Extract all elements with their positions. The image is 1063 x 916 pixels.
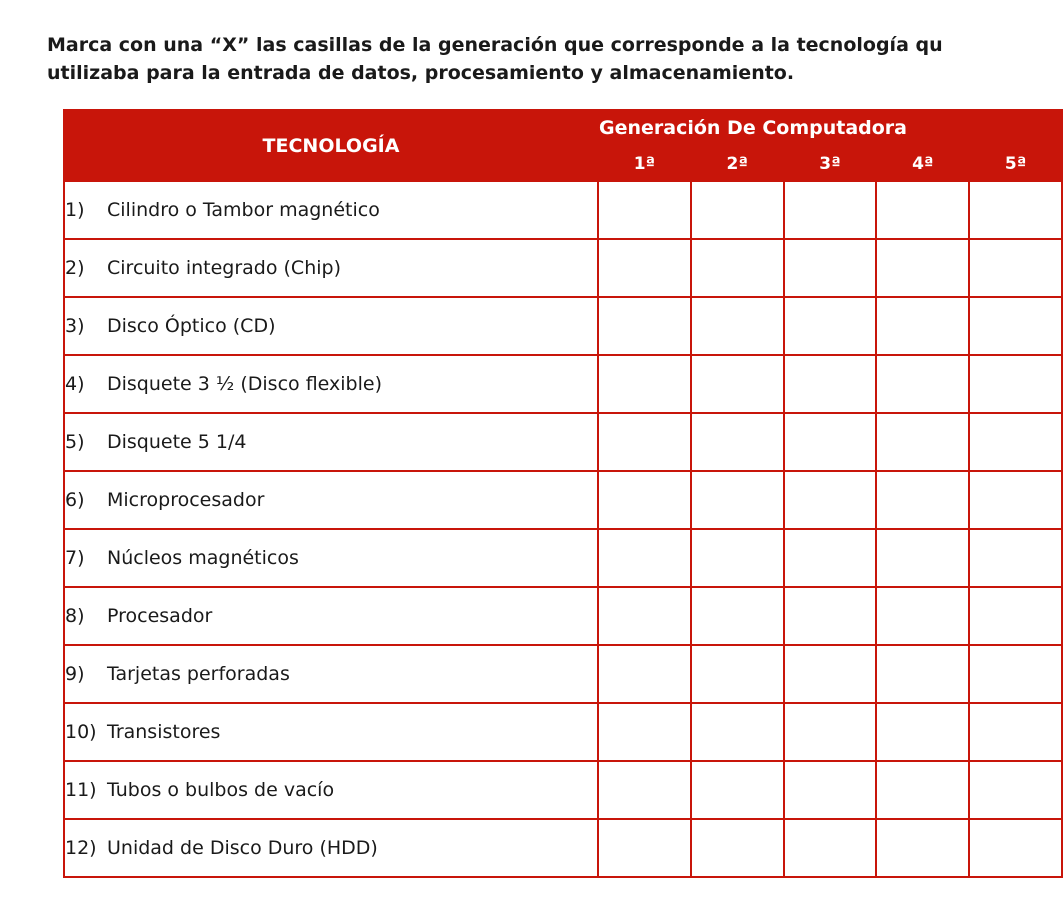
generation-header-3: 3ª: [784, 146, 877, 181]
table-row: [64, 181, 1062, 239]
row-number: 7): [65, 547, 85, 569]
checkbox-cell-gen-3[interactable]: [784, 239, 877, 297]
checkbox-cell-gen-4[interactable]: [876, 181, 969, 239]
generation-header-1: 1ª: [598, 146, 691, 181]
checkbox-cell-gen-5[interactable]: [969, 587, 1062, 645]
technology-label: Cilindro o Tambor magnético: [107, 199, 380, 221]
technology-cell: [64, 297, 598, 355]
checkbox-cell-gen-5[interactable]: [969, 529, 1062, 587]
checkbox-cell-gen-2[interactable]: [691, 529, 784, 587]
technology-label: Unidad de Disco Duro (HDD): [107, 837, 378, 859]
checkbox-cell-gen-5[interactable]: [969, 761, 1062, 819]
checkbox-cell-gen-4[interactable]: [876, 529, 969, 587]
generation-header-2: 2ª: [691, 146, 784, 181]
technology-cell: [64, 819, 598, 877]
checkbox-cell-gen-1[interactable]: [598, 819, 691, 877]
checkbox-cell-gen-5[interactable]: [969, 355, 1062, 413]
checkbox-cell-gen-2[interactable]: [691, 587, 784, 645]
instructions-line-2: utilizaba para la entrada de datos, procesamiento y almacenamiento.: [47, 62, 795, 84]
instructions: [47, 31, 1037, 87]
technology-label: Núcleos magnéticos: [107, 547, 299, 569]
checkbox-cell-gen-1[interactable]: [598, 587, 691, 645]
checkbox-cell-gen-3[interactable]: [784, 819, 877, 877]
checkbox-cell-gen-1[interactable]: [598, 761, 691, 819]
row-number: 2): [65, 257, 85, 279]
technology-label: Disco Óptico (CD): [107, 315, 276, 337]
checkbox-cell-gen-2[interactable]: [691, 239, 784, 297]
checkbox-cell-gen-3[interactable]: [784, 645, 877, 703]
checkbox-cell-gen-5[interactable]: [969, 645, 1062, 703]
checkbox-cell-gen-4[interactable]: [876, 297, 969, 355]
checkbox-cell-gen-3[interactable]: [784, 181, 877, 239]
checkbox-cell-gen-2[interactable]: [691, 703, 784, 761]
technology-cell: [64, 761, 598, 819]
checkbox-cell-gen-3[interactable]: [784, 471, 877, 529]
row-number: 8): [65, 605, 85, 627]
checkbox-cell-gen-4[interactable]: [876, 355, 969, 413]
table-row: [64, 587, 1062, 645]
checkbox-cell-gen-4[interactable]: [876, 239, 969, 297]
checkbox-cell-gen-2[interactable]: [691, 819, 784, 877]
checkbox-cell-gen-5[interactable]: [969, 471, 1062, 529]
header-row: [64, 110, 1062, 146]
technology-cell: [64, 587, 598, 645]
checkbox-cell-gen-3[interactable]: [784, 703, 877, 761]
technology-cell: [64, 471, 598, 529]
checkbox-cell-gen-1[interactable]: [598, 181, 691, 239]
checkbox-cell-gen-2[interactable]: [691, 413, 784, 471]
row-number: 10): [65, 721, 97, 743]
table-row: [64, 761, 1062, 819]
checkbox-cell-gen-3[interactable]: [784, 355, 877, 413]
checkbox-cell-gen-5[interactable]: [969, 297, 1062, 355]
generation-column-header: Generación De Computadora: [598, 110, 1062, 146]
checkbox-cell-gen-1[interactable]: [598, 703, 691, 761]
checkbox-cell-gen-2[interactable]: [691, 761, 784, 819]
generation-header-5: 5ª: [969, 146, 1062, 181]
checkbox-cell-gen-1[interactable]: [598, 529, 691, 587]
technology-label: Transistores: [107, 721, 221, 743]
generation-header-4: 4ª: [876, 146, 969, 181]
checkbox-cell-gen-1[interactable]: [598, 471, 691, 529]
technology-label: Procesador: [107, 605, 213, 627]
table-row: [64, 239, 1062, 297]
checkbox-cell-gen-2[interactable]: [691, 471, 784, 529]
checkbox-cell-gen-3[interactable]: [784, 761, 877, 819]
checkbox-cell-gen-5[interactable]: [969, 181, 1062, 239]
row-number: 4): [65, 373, 85, 395]
table-row: [64, 297, 1062, 355]
table-row: [64, 529, 1062, 587]
technology-label: Circuito integrado (Chip): [107, 257, 341, 279]
technology-label: Tarjetas perforadas: [107, 663, 290, 685]
technology-cell: [64, 239, 598, 297]
table-row: [64, 413, 1062, 471]
checkbox-cell-gen-2[interactable]: [691, 297, 784, 355]
technology-label: Tubos o bulbos de vacío: [107, 779, 335, 801]
technology-cell: [64, 529, 598, 587]
checkbox-cell-gen-5[interactable]: [969, 413, 1062, 471]
row-number: 5): [65, 431, 85, 453]
checkbox-cell-gen-3[interactable]: [784, 297, 877, 355]
table-row: [64, 819, 1062, 877]
row-number: 9): [65, 663, 85, 685]
checkbox-cell-gen-4[interactable]: [876, 703, 969, 761]
technology-cell: [64, 645, 598, 703]
table-row: [64, 355, 1062, 413]
checkbox-cell-gen-3[interactable]: [784, 529, 877, 587]
checkbox-cell-gen-3[interactable]: [784, 413, 877, 471]
technology-label: Microprocesador: [107, 489, 265, 511]
checkbox-cell-gen-1[interactable]: [598, 239, 691, 297]
row-number: 11): [65, 779, 97, 801]
technology-cell: [64, 413, 598, 471]
technology-cell: [64, 355, 598, 413]
checkbox-cell-gen-4[interactable]: [876, 587, 969, 645]
technology-label: Disquete 3 ½ (Disco flexible): [107, 373, 382, 395]
checkbox-cell-gen-4[interactable]: [876, 761, 969, 819]
checkbox-cell-gen-4[interactable]: [876, 645, 969, 703]
checkbox-cell-gen-2[interactable]: [691, 355, 784, 413]
technology-cell: [64, 703, 598, 761]
checkbox-cell-gen-1[interactable]: [598, 413, 691, 471]
checkbox-cell-gen-5[interactable]: [969, 819, 1062, 877]
table-row: [64, 645, 1062, 703]
technology-label: Disquete 5 1/4: [107, 431, 247, 453]
checkbox-cell-gen-4[interactable]: [876, 471, 969, 529]
checkbox-cell-gen-1[interactable]: [598, 645, 691, 703]
checkbox-cell-gen-1[interactable]: [598, 355, 691, 413]
technology-column-header: TECNOLOGÍA: [64, 110, 598, 181]
checkbox-cell-gen-3[interactable]: [784, 587, 877, 645]
row-number: 12): [65, 837, 97, 859]
row-number: 3): [65, 315, 85, 337]
checkbox-cell-gen-5[interactable]: [969, 703, 1062, 761]
checkbox-cell-gen-4[interactable]: [876, 819, 969, 877]
table-row: [64, 703, 1062, 761]
table-row: [64, 471, 1062, 529]
checkbox-cell-gen-4[interactable]: [876, 413, 969, 471]
row-number: 1): [65, 199, 85, 221]
technology-cell: [64, 181, 598, 239]
instructions-line-1: Marca con una “X” las casillas de la generación que corresponde a la tecnología qu: [47, 34, 943, 56]
technology-generation-table: [63, 109, 1063, 878]
checkbox-cell-gen-2[interactable]: [691, 181, 784, 239]
row-number: 6): [65, 489, 85, 511]
table-body: [64, 181, 1062, 877]
checkbox-cell-gen-5[interactable]: [969, 239, 1062, 297]
checkbox-cell-gen-2[interactable]: [691, 645, 784, 703]
checkbox-cell-gen-1[interactable]: [598, 297, 691, 355]
